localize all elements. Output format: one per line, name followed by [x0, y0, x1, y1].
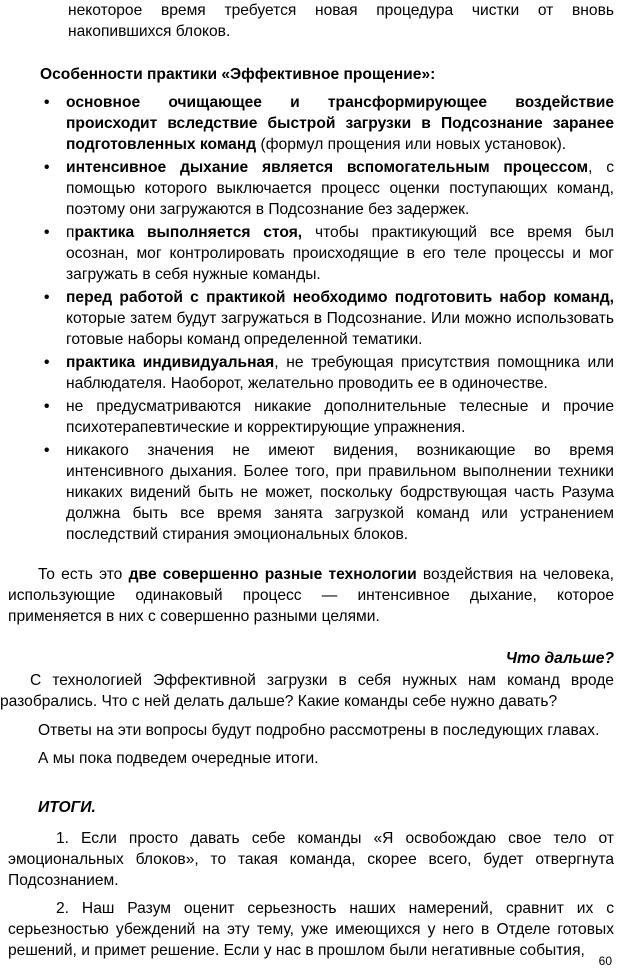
bullet-icon: •	[44, 442, 50, 459]
item-bold-text: рактика выполняется стоя,	[74, 224, 303, 241]
item-bold-text: перед работой с практикой необходимо подготовить набор команд,	[66, 289, 614, 306]
summary-post: воздействия на человека, использующие одинаковый процесс — интенсивное дыхание, которое применяется в них с совершенно разными целями.	[8, 566, 615, 625]
bullet-icon: •	[44, 289, 50, 306]
result-item-1: 1. Если просто давать себе команды «Я освобождаю свое тело от эмоциональных блоков», то такая команда, скорее всего, будет отвергнута Подсознанием.	[8, 830, 614, 889]
features-list	[0, 92, 620, 547]
item-bold-text: практика индивидуальная	[66, 354, 275, 371]
list-item	[0, 352, 620, 394]
list-item	[0, 222, 620, 285]
result-item-2: 2. Наш Разум оценит серьезность наших намерений, сравнит их с серьезностью убеждений на эту тему, уже имеющихся у него в Отделе готовых решений, и примет решение. Если у нас в прошлом были негативные события,	[8, 900, 614, 959]
item-lead-letter: п	[66, 224, 75, 241]
item-text: , с помощью которого выключается процесс оценки поступающих команд, поэтому они загружаются в Подсознание без задержек.	[66, 159, 614, 218]
bullet-icon: •	[44, 398, 50, 415]
list-item	[0, 287, 620, 350]
summary-paragraph	[8, 564, 614, 627]
results-heading: ИТОГИ.	[38, 799, 96, 816]
continued-bullet-text: некоторое время требуется новая процедура чистки от вновь накопившихся блоков.	[68, 2, 614, 40]
list-item	[0, 396, 620, 438]
whats-next-heading: Что дальше?	[505, 650, 614, 667]
item-text: чтобы практикующий все время был осознан, мог контролировать происходящие в его теле процессы и мог загружать в себя нужные команды.	[66, 224, 614, 283]
bullet-icon: •	[44, 159, 50, 176]
item-bold-text: основное очищающее и трансформирующее воздействие происходит вследствие быстрой загрузки в Подсознание заранее подготовленных команд	[66, 94, 614, 153]
next-paragraph-2: Ответы на эти вопросы будут подробно рассмотрены в последующих главах.	[38, 722, 600, 739]
list-item	[0, 440, 620, 545]
item-text: , не требующая присутствия помощника или наблюдателя. Наоборот, желательно проводить ее в одиночестве.	[66, 354, 615, 392]
next-paragraph-1: С технологией Эффективной загрузки в себя нужных нам команд вроде разобрались. Что с ней делать дальше? Какие команды себе нужно давать?	[0, 672, 614, 710]
next-paragraph-3: А мы пока подведем очередные итоги.	[38, 750, 319, 767]
summary-bold: две совершенно разные технологии	[128, 566, 417, 583]
page-number: 60	[598, 954, 612, 968]
summary-pre: То есть это	[38, 566, 129, 583]
item-bold-text: интенсивное дыхание является вспомогательным процессом	[66, 159, 589, 176]
item-text: никакого значения не имеют видения, возникающие во время интенсивного дыхания. Более того, при правильном выполнении техники никаких видений быть не может, поскольку бодрствующая часть Разума должна быть все время занята загрузкой команд или устранением последствий стирания эмоциональных блоков.	[66, 442, 614, 543]
features-heading: Особенности практики «Эффективное прощение»:	[40, 66, 436, 83]
bullet-icon: •	[44, 354, 50, 371]
bullet-icon: •	[44, 94, 50, 111]
item-text: не предусматриваются никакие дополнительные телесные и прочие психотерапевтические и корректирующие упражнения.	[66, 398, 614, 436]
item-text: которые затем будут загружаться в Подсознание. Или можно использовать готовые наборы команд определенной тематики.	[66, 310, 614, 348]
bullet-icon: •	[44, 224, 50, 241]
list-item	[0, 92, 620, 155]
list-item	[0, 157, 620, 220]
item-text: (формул прощения или новых установок).	[256, 136, 567, 153]
